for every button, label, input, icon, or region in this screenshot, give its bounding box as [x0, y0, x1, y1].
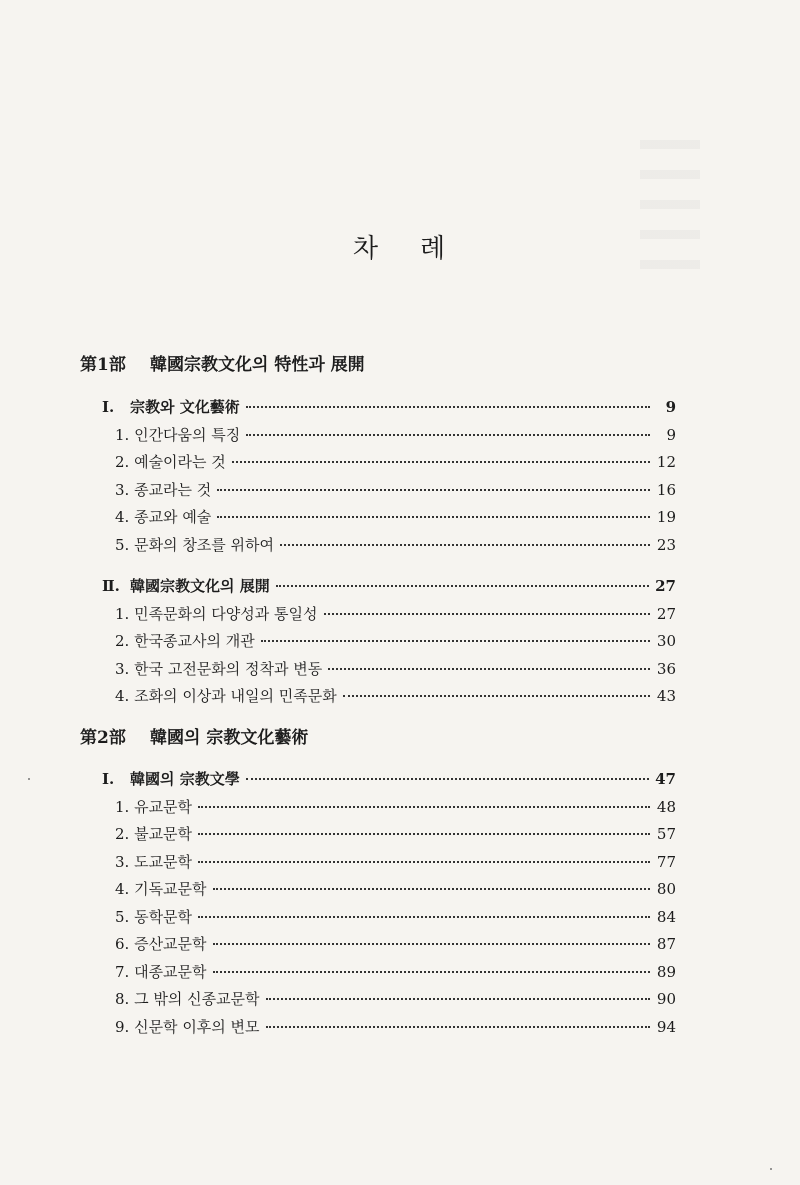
toc-item[interactable] [115, 451, 676, 472]
item-title: 8. 그 밖의 신종교문학 [115, 990, 260, 1008]
part-heading [80, 723, 308, 748]
paper-speck [770, 1168, 772, 1170]
item-title: 2. 불교문학 [115, 825, 193, 843]
page-number: 47 [655, 770, 676, 788]
page-number: 30 [656, 632, 676, 650]
dot-leader [276, 584, 649, 587]
item-title: 7. 대종교문학 [115, 963, 207, 981]
dot-leader [246, 433, 650, 436]
page-number: 48 [656, 798, 676, 816]
page-number: 77 [656, 853, 676, 871]
page-number: 16 [656, 481, 676, 499]
chapter-title: 韓國의 宗教文學 [130, 770, 240, 788]
item-title: 3. 한국 고전문화의 정착과 변동 [115, 660, 323, 678]
item-title: 6. 증산교문학 [115, 935, 207, 953]
dot-leader [343, 694, 650, 697]
page-number: 90 [656, 990, 676, 1008]
item-title: 9. 신문학 이후의 변모 [115, 1018, 260, 1036]
toc-item[interactable] [115, 988, 676, 1009]
dot-leader [280, 543, 650, 546]
show-through-bleed [640, 140, 700, 290]
page-number: 36 [656, 660, 676, 678]
item-title: 5. 문화의 창조를 위하여 [115, 536, 275, 554]
dot-leader [198, 805, 650, 808]
dot-leader [246, 777, 649, 780]
item-title: 2. 한국종교사의 개관 [115, 632, 255, 650]
toc-item[interactable] [115, 823, 676, 844]
toc-item[interactable] [115, 630, 676, 651]
toc-item[interactable] [115, 534, 676, 555]
dot-leader [198, 832, 650, 835]
toc-chapter[interactable] [102, 396, 676, 417]
dot-leader [266, 997, 650, 1000]
page-number: 94 [656, 1018, 676, 1036]
page-number: 57 [656, 825, 676, 843]
dot-leader [217, 488, 650, 491]
dot-leader [232, 460, 650, 463]
toc-item[interactable] [115, 685, 676, 706]
page-number: 80 [656, 880, 676, 898]
part-number: 第1部 [80, 355, 126, 375]
page-number: 12 [656, 453, 676, 471]
title-char-left: 차 [352, 234, 380, 264]
toc-item[interactable] [115, 851, 676, 872]
item-title: 5. 동학문학 [115, 908, 193, 926]
part-heading [80, 350, 365, 375]
toc-item[interactable] [115, 796, 676, 817]
toc-item[interactable] [115, 878, 676, 899]
dot-leader [213, 887, 650, 890]
item-title: 3. 종교라는 것 [115, 481, 212, 499]
toc-item[interactable] [115, 933, 676, 954]
dot-leader [246, 405, 650, 408]
dot-leader [266, 1025, 650, 1028]
chapter-title: 韓國宗教文化의 展開 [130, 577, 270, 595]
chapter-number: Ⅱ. [102, 577, 120, 595]
paper-speck [28, 778, 30, 780]
toc-chapter[interactable] [102, 768, 676, 789]
page-title [0, 228, 800, 265]
page-number: 9 [665, 398, 676, 416]
dot-leader [198, 915, 650, 918]
toc-item[interactable] [115, 424, 676, 445]
page-number: 19 [656, 508, 676, 526]
toc-chapter[interactable] [102, 575, 676, 596]
page-number: 87 [656, 935, 676, 953]
page-number: 23 [656, 536, 676, 554]
chapter-number: Ⅰ. [102, 770, 115, 788]
item-title: 4. 기독교문학 [115, 880, 207, 898]
page-number: 27 [656, 605, 676, 623]
page-number: 89 [656, 963, 676, 981]
chapter-title: 宗教와 文化藝術 [130, 398, 240, 416]
chapter-number: Ⅰ. [102, 398, 115, 416]
page-number: 84 [656, 908, 676, 926]
item-title: 4. 종교와 예술 [115, 508, 212, 526]
item-title: 1. 유교문학 [115, 798, 193, 816]
item-title: 4. 조화의 이상과 내일의 민족문화 [115, 687, 337, 705]
toc-item[interactable] [115, 658, 676, 679]
dot-leader [324, 612, 651, 615]
item-title: 1. 민족문화의 다양성과 통일성 [115, 605, 318, 623]
item-title: 1. 인간다움의 특징 [115, 426, 241, 444]
dot-leader [217, 515, 650, 518]
toc-item[interactable] [115, 506, 676, 527]
toc-item[interactable] [115, 906, 676, 927]
dot-leader [261, 639, 650, 642]
dot-leader [213, 970, 650, 973]
part-number: 第2部 [80, 728, 126, 748]
title-char-right: 례 [420, 234, 448, 264]
toc-item[interactable] [115, 961, 676, 982]
item-title: 3. 도교문학 [115, 853, 193, 871]
dot-leader [213, 942, 650, 945]
dot-leader [198, 860, 650, 863]
toc-item[interactable] [115, 603, 676, 624]
dot-leader [328, 667, 650, 670]
page-number: 27 [655, 577, 676, 595]
page-number: 43 [656, 687, 676, 705]
page-number: 9 [666, 426, 676, 444]
item-title: 2. 예술이라는 것 [115, 453, 226, 471]
part-title: 韓國의 宗教文化藝術 [150, 728, 309, 748]
toc-item[interactable] [115, 1016, 676, 1037]
toc-item[interactable] [115, 479, 676, 500]
part-title: 韓國宗教文化의 特性과 展開 [150, 355, 365, 375]
